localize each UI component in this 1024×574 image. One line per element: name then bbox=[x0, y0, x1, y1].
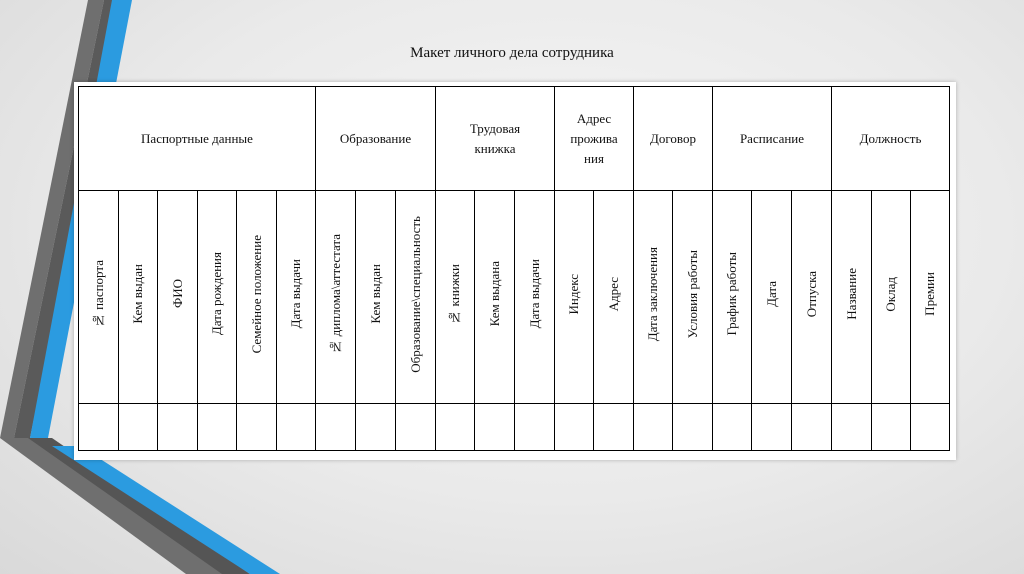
column-header-row bbox=[79, 191, 950, 404]
column-header: Кем выдан bbox=[119, 191, 158, 404]
group-header: Расписание bbox=[713, 87, 832, 191]
empty-cell bbox=[792, 404, 832, 451]
empty-cell bbox=[356, 404, 396, 451]
slide-title: Макет личного дела сотрудника bbox=[410, 45, 614, 61]
empty-cell bbox=[436, 404, 475, 451]
empty-cell bbox=[119, 404, 158, 451]
group-header: Трудовая книжка bbox=[436, 87, 555, 191]
column-header: Дата bbox=[752, 191, 792, 404]
column-header: Семейное положение bbox=[237, 191, 277, 404]
empty-cell bbox=[158, 404, 198, 451]
empty-cell bbox=[634, 404, 673, 451]
empty-cell bbox=[713, 404, 752, 451]
group-header: Адрес прожива ния bbox=[555, 87, 634, 191]
empty-cell bbox=[237, 404, 277, 451]
group-header: Должность bbox=[832, 87, 950, 191]
column-header: № паспорта bbox=[79, 191, 119, 404]
column-header: Условия работы bbox=[673, 191, 713, 404]
group-header: Образование bbox=[316, 87, 436, 191]
empty-cell bbox=[277, 404, 316, 451]
column-header: Название bbox=[832, 191, 872, 404]
column-header: № диплома\аттестата bbox=[316, 191, 356, 404]
column-header: Адрес bbox=[594, 191, 634, 404]
column-header: Дата заключения bbox=[634, 191, 673, 404]
empty-cell bbox=[316, 404, 356, 451]
empty-cell bbox=[594, 404, 634, 451]
column-header: № книжки bbox=[436, 191, 475, 404]
column-header: Дата выдачи bbox=[515, 191, 555, 404]
empty-cell bbox=[911, 404, 950, 451]
column-header: Дата выдачи bbox=[277, 191, 316, 404]
empty-cell bbox=[832, 404, 872, 451]
personnel-file-table bbox=[78, 86, 950, 451]
group-header-row bbox=[79, 87, 950, 191]
empty-cell bbox=[673, 404, 713, 451]
group-header: Договор bbox=[634, 87, 713, 191]
column-header: График работы bbox=[713, 191, 752, 404]
empty-cell bbox=[872, 404, 911, 451]
empty-data-row bbox=[79, 404, 950, 451]
empty-cell bbox=[475, 404, 515, 451]
empty-cell bbox=[79, 404, 119, 451]
group-header: Паспортные данные bbox=[79, 87, 316, 191]
column-header: Кем выдана bbox=[475, 191, 515, 404]
column-header: ФИО bbox=[158, 191, 198, 404]
column-header: Образование\специальность bbox=[396, 191, 436, 404]
empty-cell bbox=[515, 404, 555, 451]
column-header: Отпуска bbox=[792, 191, 832, 404]
column-header: Премии bbox=[911, 191, 950, 404]
empty-cell bbox=[555, 404, 594, 451]
column-header: Оклад bbox=[872, 191, 911, 404]
empty-cell bbox=[752, 404, 792, 451]
personnel-file-table-sheet bbox=[74, 82, 956, 460]
empty-cell bbox=[198, 404, 237, 451]
column-header: Индекс bbox=[555, 191, 594, 404]
column-header: Дата рождения bbox=[198, 191, 237, 404]
column-header: Кем выдан bbox=[356, 191, 396, 404]
empty-cell bbox=[396, 404, 436, 451]
